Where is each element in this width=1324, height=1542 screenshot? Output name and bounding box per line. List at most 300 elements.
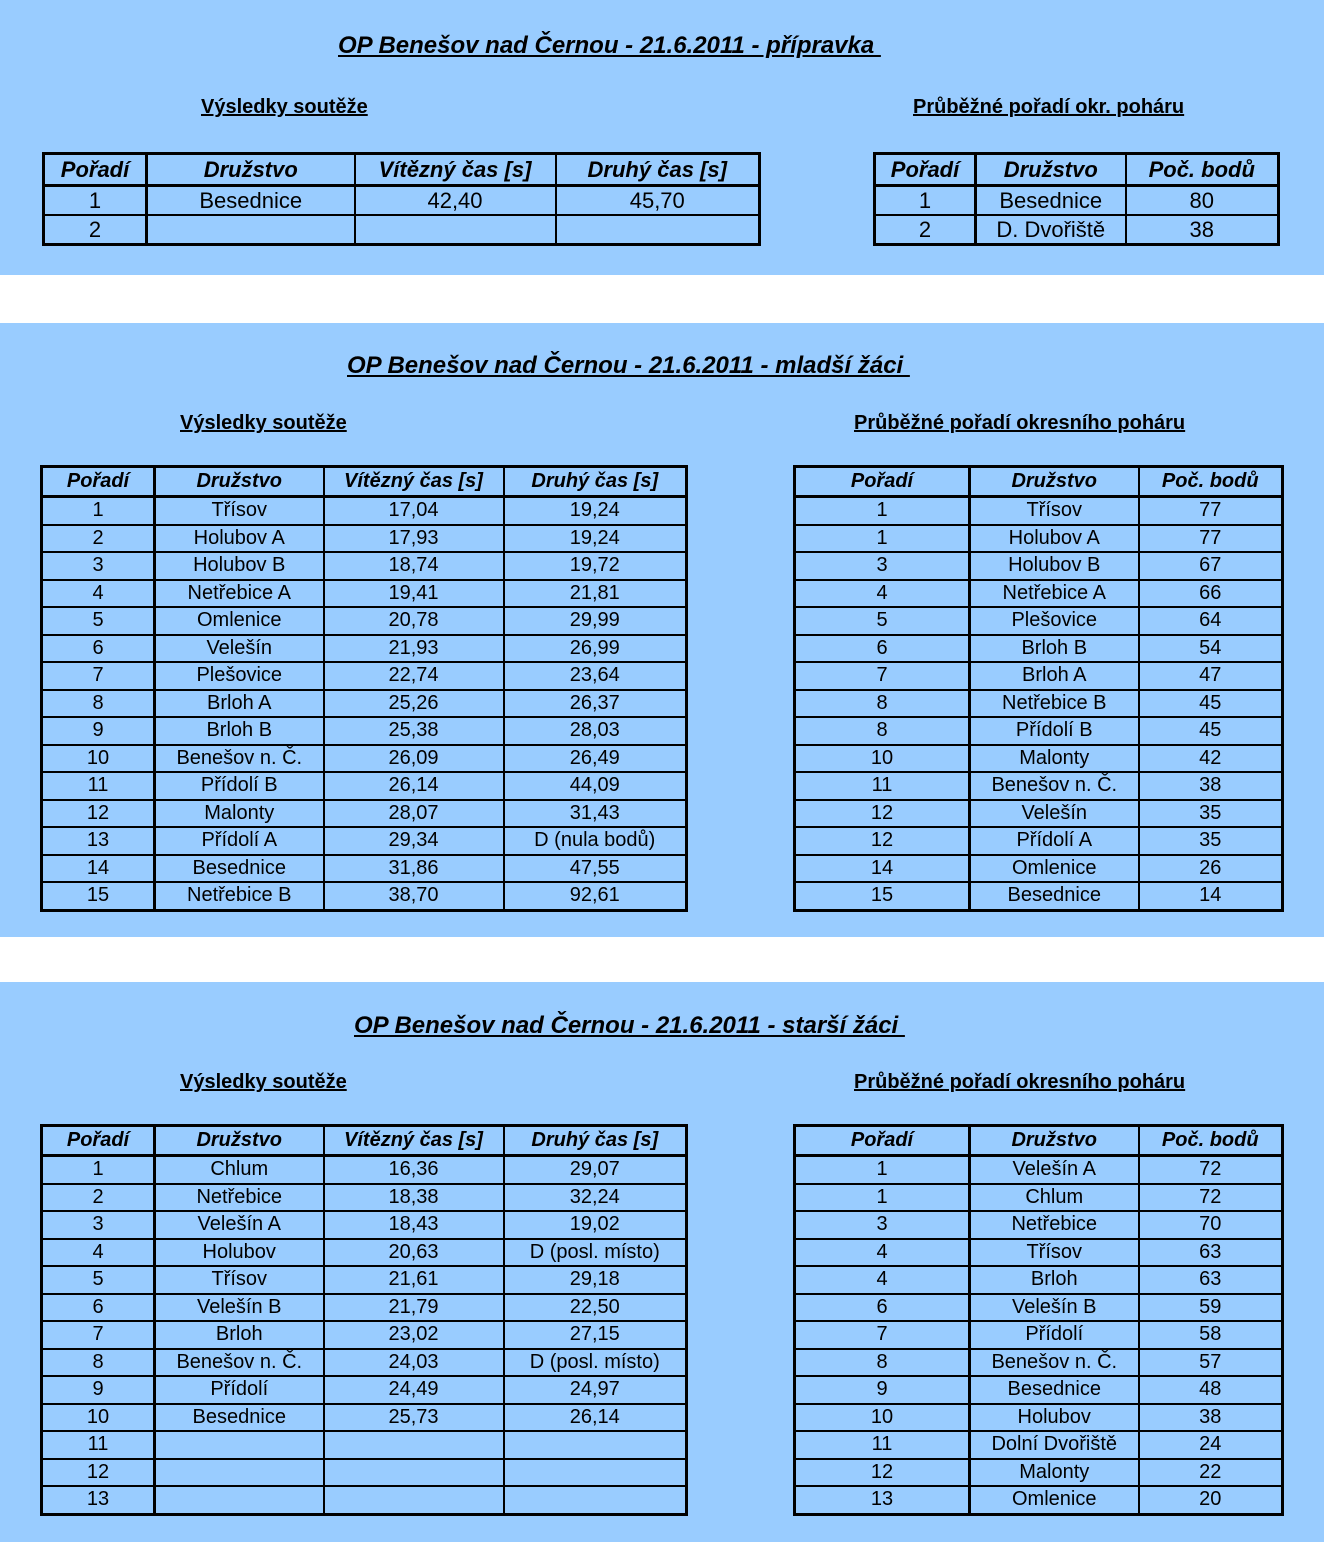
table-row [42, 1404, 687, 1432]
table-cell: 19,41 [324, 580, 504, 608]
table-cell [504, 1459, 687, 1487]
table-cell: 29,07 [504, 1156, 687, 1184]
table-cell: 24,97 [504, 1376, 687, 1404]
table-cell: 8 [795, 717, 970, 745]
column-header: Družstvo [970, 1126, 1139, 1156]
table-row [795, 580, 1283, 608]
results-body [42, 497, 687, 911]
table-row [42, 800, 687, 828]
section-title: OP Benešov nad Černou - 21.6.2011 - mladší žáci [347, 352, 910, 379]
table-cell: Malonty [970, 745, 1139, 773]
table-cell: 1 [795, 1184, 970, 1212]
table-cell: Třísov [155, 1266, 324, 1294]
table-cell: 18,43 [324, 1211, 504, 1239]
table-cell: Holubov B [970, 552, 1139, 580]
table-cell: 17,93 [324, 525, 504, 553]
table-cell: 10 [795, 745, 970, 773]
table-cell: 6 [42, 1294, 155, 1322]
table-cell [556, 215, 760, 245]
table-cell: Malonty [970, 1459, 1139, 1487]
table-cell: 2 [42, 1184, 155, 1212]
table-cell: 38 [1139, 1404, 1283, 1432]
table-cell: 66 [1139, 580, 1283, 608]
table-row [795, 662, 1283, 690]
table-cell: Holubov A [155, 525, 324, 553]
table-cell: Omlenice [970, 1486, 1139, 1514]
table-cell: 45 [1139, 690, 1283, 718]
table-cell [504, 1431, 687, 1459]
table-cell: 47 [1139, 662, 1283, 690]
column-header: Poč. bodů [1126, 154, 1279, 186]
table-cell: 47,55 [504, 855, 687, 883]
section-pripravka [0, 0, 1324, 275]
section-starsi-zaci [0, 982, 1324, 1542]
table-cell: 45,70 [556, 186, 760, 216]
table-row [42, 745, 687, 773]
table-row [795, 827, 1283, 855]
table-cell: 32,24 [504, 1184, 687, 1212]
table-cell: 63 [1139, 1266, 1283, 1294]
table-row [795, 717, 1283, 745]
table-cell: 25,73 [324, 1404, 504, 1432]
table-row [42, 1459, 687, 1487]
table-cell: 7 [795, 662, 970, 690]
table-cell: Besednice [970, 882, 1139, 910]
table-cell: 1 [795, 525, 970, 553]
table-cell: Přídolí B [970, 717, 1139, 745]
table-cell: 63 [1139, 1239, 1283, 1267]
section-title: OP Benešov nad Černou - 21.6.2011 - starší žáci [354, 1012, 905, 1039]
table-cell: 45 [1139, 717, 1283, 745]
table-cell: 12 [795, 827, 970, 855]
table-cell: 26,14 [504, 1404, 687, 1432]
table-row [875, 186, 1279, 216]
table-cell: 12 [42, 1459, 155, 1487]
results-table [40, 1124, 688, 1516]
table-cell: 6 [795, 1294, 970, 1322]
table-cell: Benešov n. Č. [155, 745, 324, 773]
table-cell: 15 [795, 882, 970, 910]
section-mladsi-zaci [0, 323, 1324, 937]
table-cell: 23,64 [504, 662, 687, 690]
table-cell: 29,34 [324, 827, 504, 855]
table-cell: 25,26 [324, 690, 504, 718]
table-cell: 16,36 [324, 1156, 504, 1184]
table-cell: 19,24 [504, 497, 687, 525]
table-cell: Dolní Dvořiště [970, 1431, 1139, 1459]
table-cell: 2 [44, 215, 147, 245]
standings-heading: Průběžné pořadí okr. poháru [913, 96, 1185, 118]
table-cell: 42,40 [355, 186, 556, 216]
table-cell: 5 [42, 1266, 155, 1294]
table-cell: 20,78 [324, 607, 504, 635]
table-row [42, 717, 687, 745]
table-row [42, 1486, 687, 1514]
table-cell: 5 [795, 607, 970, 635]
column-header: Družstvo [976, 154, 1126, 186]
table-row [795, 1294, 1283, 1322]
table-cell: 5 [42, 607, 155, 635]
table-cell: Netřebice A [970, 580, 1139, 608]
table-cell: Besednice [970, 1376, 1139, 1404]
table-cell: Třísov [970, 1239, 1139, 1267]
table-cell: 29,18 [504, 1266, 687, 1294]
table-cell: 10 [42, 745, 155, 773]
table-cell: 18,38 [324, 1184, 504, 1212]
table-cell: 7 [795, 1321, 970, 1349]
table-cell: 14 [1139, 882, 1283, 910]
table-row [42, 1184, 687, 1212]
table-row [42, 1239, 687, 1267]
column-header: Poč. bodů [1139, 1126, 1283, 1156]
table-cell: 26,09 [324, 745, 504, 773]
table-cell: 12 [795, 1459, 970, 1487]
table-cell: 31,43 [504, 800, 687, 828]
table-cell: 54 [1139, 635, 1283, 663]
table-row [42, 635, 687, 663]
table-cell: 72 [1139, 1156, 1283, 1184]
table-row [42, 1266, 687, 1294]
table-cell: 92,61 [504, 882, 687, 910]
table-row [42, 772, 687, 800]
table-cell: Brloh A [970, 662, 1139, 690]
table-cell: Plešovice [155, 662, 324, 690]
table-row [795, 525, 1283, 553]
table-row [42, 662, 687, 690]
table-row [42, 827, 687, 855]
table-cell: 23,02 [324, 1321, 504, 1349]
column-header: Druhý čas [s] [504, 1126, 687, 1156]
table-cell: 42 [1139, 745, 1283, 773]
table-cell: Velešín [970, 800, 1139, 828]
table-cell: Netřebice B [970, 690, 1139, 718]
table-cell: Malonty [155, 800, 324, 828]
table-cell: 6 [795, 635, 970, 663]
column-header: Vítězný čas [s] [355, 154, 556, 186]
table-cell: Brloh [970, 1266, 1139, 1294]
table-cell: Benešov n. Č. [155, 1349, 324, 1377]
table-row [795, 1349, 1283, 1377]
table-cell: 9 [42, 1376, 155, 1404]
table-row [795, 635, 1283, 663]
table-cell: 22 [1139, 1459, 1283, 1487]
results-table [40, 465, 688, 912]
column-header: Družstvo [970, 467, 1139, 497]
table-row [42, 1294, 687, 1322]
table-cell: Netřebice [970, 1211, 1139, 1239]
table-cell: Netřebice B [155, 882, 324, 910]
table-cell: 27,15 [504, 1321, 687, 1349]
column-header: Druhý čas [s] [556, 154, 760, 186]
table-cell: Besednice [155, 855, 324, 883]
table-cell: 58 [1139, 1321, 1283, 1349]
section-title: OP Benešov nad Černou - 21.6.2011 - přípravka [338, 32, 881, 59]
table-row [795, 1239, 1283, 1267]
table-row [795, 1376, 1283, 1404]
column-header: Družstvo [155, 1126, 324, 1156]
table-cell: 31,86 [324, 855, 504, 883]
table-cell: 64 [1139, 607, 1283, 635]
table-cell: 13 [795, 1486, 970, 1514]
table-cell [504, 1486, 687, 1514]
table-row [795, 1321, 1283, 1349]
table-row [42, 1349, 687, 1377]
table-cell: Chlum [155, 1156, 324, 1184]
column-header: Pořadí [42, 1126, 155, 1156]
table-cell: Velešín A [155, 1211, 324, 1239]
column-header: Poč. bodů [1139, 467, 1283, 497]
column-header: Druhý čas [s] [504, 467, 687, 497]
table-cell: 6 [42, 635, 155, 663]
table-cell: 59 [1139, 1294, 1283, 1322]
table-cell: 12 [42, 800, 155, 828]
table-cell: 20,63 [324, 1239, 504, 1267]
table-cell: 72 [1139, 1184, 1283, 1212]
standings-body [795, 497, 1283, 911]
table-row [875, 215, 1279, 245]
table-cell: 21,93 [324, 635, 504, 663]
table-cell: Omlenice [155, 607, 324, 635]
table-cell: 35 [1139, 800, 1283, 828]
table-cell: 77 [1139, 497, 1283, 525]
table-cell: Brloh B [970, 635, 1139, 663]
table-cell: 25,38 [324, 717, 504, 745]
table-cell: 38,70 [324, 882, 504, 910]
table-row [42, 1211, 687, 1239]
table-cell: 2 [875, 215, 976, 245]
table-cell: D (posl. místo) [504, 1239, 687, 1267]
table-row [42, 580, 687, 608]
table-cell: Holubov [970, 1404, 1139, 1432]
table-cell [155, 1431, 324, 1459]
column-header: Pořadí [42, 467, 155, 497]
table-row [42, 855, 687, 883]
table-cell: 24,49 [324, 1376, 504, 1404]
results-heading: Výsledky soutěže [180, 1071, 347, 1093]
table-row [42, 552, 687, 580]
table-cell: 28,07 [324, 800, 504, 828]
table-cell: 70 [1139, 1211, 1283, 1239]
table-cell: Velešín A [970, 1156, 1139, 1184]
table-cell: 12 [795, 800, 970, 828]
table-cell: D. Dvořiště [976, 215, 1126, 245]
table-cell [147, 215, 355, 245]
table-cell: 4 [42, 580, 155, 608]
table-cell: 21,61 [324, 1266, 504, 1294]
table-cell: 3 [795, 552, 970, 580]
table-row [44, 215, 760, 245]
table-row [795, 552, 1283, 580]
table-cell: 21,81 [504, 580, 687, 608]
standings-heading: Průběžné pořadí okresního poháru [854, 1071, 1186, 1093]
table-cell: 4 [795, 1239, 970, 1267]
table-cell: 14 [795, 855, 970, 883]
table-cell: Holubov [155, 1239, 324, 1267]
standings-body [875, 186, 1279, 245]
column-header: Vítězný čas [s] [324, 1126, 504, 1156]
table-row [42, 1321, 687, 1349]
table-cell: Přídolí B [155, 772, 324, 800]
table-cell: 26,99 [504, 635, 687, 663]
table-cell: Omlenice [970, 855, 1139, 883]
table-cell: Třísov [970, 497, 1139, 525]
table-cell: 8 [42, 1349, 155, 1377]
table-cell: 28,03 [504, 717, 687, 745]
table-row [795, 1404, 1283, 1432]
results-body [42, 1156, 687, 1515]
table-cell: 15 [42, 882, 155, 910]
table-cell: 8 [795, 1349, 970, 1377]
table-row [42, 1431, 687, 1459]
table-cell: 2 [42, 525, 155, 553]
table-cell: Besednice [147, 186, 355, 216]
table-row [795, 1156, 1283, 1184]
table-cell: 17,04 [324, 497, 504, 525]
table-cell [324, 1459, 504, 1487]
table-cell: 13 [42, 827, 155, 855]
table-cell: 7 [42, 1321, 155, 1349]
table-row [795, 497, 1283, 525]
column-header: Pořadí [44, 154, 147, 186]
table-cell: 3 [42, 1211, 155, 1239]
table-row [795, 855, 1283, 883]
table-cell: 18,74 [324, 552, 504, 580]
standings-heading: Průběžné pořadí okresního poháru [854, 412, 1186, 434]
table-row [795, 772, 1283, 800]
table-cell: 38 [1126, 215, 1279, 245]
table-cell: Plešovice [970, 607, 1139, 635]
table-cell: D (posl. místo) [504, 1349, 687, 1377]
table-cell: 3 [42, 552, 155, 580]
table-cell: 11 [795, 772, 970, 800]
column-header: Pořadí [875, 154, 976, 186]
table-row [42, 497, 687, 525]
table-cell: Třísov [155, 497, 324, 525]
table-cell: 19,24 [504, 525, 687, 553]
table-cell [324, 1431, 504, 1459]
table-cell: 80 [1126, 186, 1279, 216]
column-header: Pořadí [795, 1126, 970, 1156]
table-cell: 29,99 [504, 607, 687, 635]
column-header: Pořadí [795, 467, 970, 497]
table-row [795, 1459, 1283, 1487]
results-heading: Výsledky soutěže [180, 412, 347, 434]
table-cell: Chlum [970, 1184, 1139, 1212]
table-cell: 1 [795, 1156, 970, 1184]
table-cell: 4 [42, 1239, 155, 1267]
table-row [795, 1486, 1283, 1514]
table-cell: Besednice [155, 1404, 324, 1432]
table-row [795, 882, 1283, 910]
table-cell: 24 [1139, 1431, 1283, 1459]
table-cell: Besednice [976, 186, 1126, 216]
table-row [795, 1211, 1283, 1239]
table-row [795, 1266, 1283, 1294]
table-row [795, 607, 1283, 635]
table-cell: 11 [42, 772, 155, 800]
table-cell: 19,02 [504, 1211, 687, 1239]
table-cell: 26,37 [504, 690, 687, 718]
results-heading: Výsledky soutěže [201, 96, 368, 118]
table-row [795, 690, 1283, 718]
table-cell: 11 [42, 1431, 155, 1459]
table-cell: Přídolí [970, 1321, 1139, 1349]
table-cell: D (nula bodů) [504, 827, 687, 855]
table-cell: 3 [795, 1211, 970, 1239]
table-cell: Brloh B [155, 717, 324, 745]
table-cell: 26 [1139, 855, 1283, 883]
table-cell: 20 [1139, 1486, 1283, 1514]
table-cell: Přídolí A [155, 827, 324, 855]
table-cell: 4 [795, 1266, 970, 1294]
standings-table [793, 465, 1284, 912]
table-row [42, 607, 687, 635]
table-row [795, 1184, 1283, 1212]
table-cell [355, 215, 556, 245]
table-cell: 1 [795, 497, 970, 525]
table-cell: 77 [1139, 525, 1283, 553]
table-cell: 67 [1139, 552, 1283, 580]
table-cell: 8 [795, 690, 970, 718]
results-body [44, 186, 760, 245]
table-cell: 10 [42, 1404, 155, 1432]
table-cell: 13 [42, 1486, 155, 1514]
table-row [42, 690, 687, 718]
column-header: Družstvo [155, 467, 324, 497]
table-cell: 26,49 [504, 745, 687, 773]
table-cell: Holubov A [970, 525, 1139, 553]
table-cell: 24,03 [324, 1349, 504, 1377]
standings-table [793, 1124, 1284, 1516]
table-row [42, 882, 687, 910]
table-cell: 9 [795, 1376, 970, 1404]
table-row [42, 1156, 687, 1184]
table-cell: Brloh [155, 1321, 324, 1349]
standings-body [795, 1156, 1283, 1515]
table-cell: Přídolí A [970, 827, 1139, 855]
table-cell: 22,50 [504, 1294, 687, 1322]
table-cell: 57 [1139, 1349, 1283, 1377]
table-cell: 22,74 [324, 662, 504, 690]
table-cell: Velešín B [155, 1294, 324, 1322]
table-cell: Velešín [155, 635, 324, 663]
table-cell: 1 [44, 186, 147, 216]
standings-table [873, 152, 1280, 246]
table-cell: 1 [875, 186, 976, 216]
table-cell: 10 [795, 1404, 970, 1432]
column-header: Družstvo [147, 154, 355, 186]
table-cell: 21,79 [324, 1294, 504, 1322]
table-row [795, 800, 1283, 828]
table-cell: Holubov B [155, 552, 324, 580]
table-cell: 19,72 [504, 552, 687, 580]
table-cell: 38 [1139, 772, 1283, 800]
table-cell: 48 [1139, 1376, 1283, 1404]
table-cell: 4 [795, 580, 970, 608]
column-header: Vítězný čas [s] [324, 467, 504, 497]
table-cell: 26,14 [324, 772, 504, 800]
table-cell: 11 [795, 1431, 970, 1459]
table-cell: 44,09 [504, 772, 687, 800]
table-cell: Velešín B [970, 1294, 1139, 1322]
table-row [42, 1376, 687, 1404]
table-cell: 8 [42, 690, 155, 718]
table-cell: 14 [42, 855, 155, 883]
table-cell: 1 [42, 1156, 155, 1184]
table-cell: Benešov n. Č. [970, 772, 1139, 800]
table-cell: 7 [42, 662, 155, 690]
table-cell: 35 [1139, 827, 1283, 855]
